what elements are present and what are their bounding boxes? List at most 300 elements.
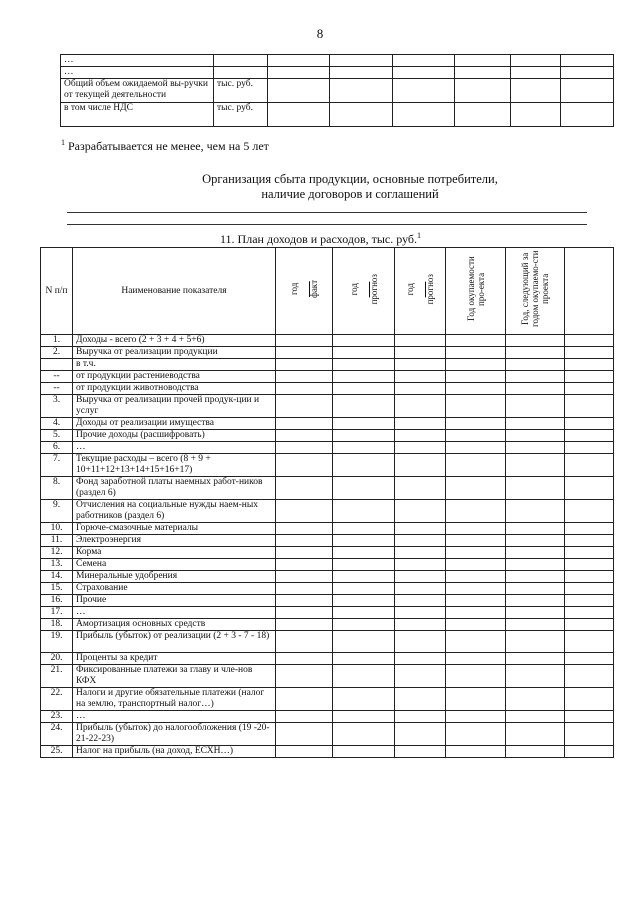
- table-row: [41, 607, 614, 619]
- row-value-cell: [565, 418, 614, 430]
- header-year-fact: год факт: [276, 248, 333, 335]
- row-value-cell: [565, 523, 614, 535]
- row-value-cell: [565, 688, 614, 711]
- table-row: [41, 371, 614, 383]
- row-value-cell: [333, 547, 395, 559]
- row-value-cell: [565, 723, 614, 746]
- table-row: [41, 430, 614, 442]
- row-number: 11.: [41, 535, 73, 547]
- row-number: 5.: [41, 430, 73, 442]
- row-value-cell: [395, 371, 446, 383]
- row-value-cell: [506, 359, 565, 371]
- row-value-cell: [446, 723, 506, 746]
- row-name: в т.ч.: [73, 359, 276, 371]
- row-number: [41, 359, 73, 371]
- row-number: 25.: [41, 746, 73, 758]
- row-name: Страхование: [73, 583, 276, 595]
- row-number: 3.: [41, 395, 73, 418]
- row-value-cell: [446, 746, 506, 758]
- table-row: [41, 746, 614, 758]
- row-value-cell: [506, 371, 565, 383]
- table-row: [41, 688, 614, 711]
- row-value-cell: [395, 631, 446, 653]
- table-row: [41, 383, 614, 395]
- row-name: Прибыль (убыток) до налогообложения (19 -20-21-22-23): [73, 723, 276, 746]
- row-name: Проценты за кредит: [73, 653, 276, 665]
- row-value-cell: [506, 711, 565, 723]
- row-value-cell: [276, 477, 333, 500]
- top-row-cell: [393, 55, 455, 67]
- row-value-cell: [565, 653, 614, 665]
- row-value-cell: [395, 665, 446, 688]
- row-value-cell: [333, 418, 395, 430]
- row-name: Выручка от реализации прочей продук-ции и услуг: [73, 395, 276, 418]
- row-value-cell: [446, 688, 506, 711]
- row-value-cell: [333, 571, 395, 583]
- top-row-label: …: [61, 55, 214, 67]
- row-number: 23.: [41, 711, 73, 723]
- row-name: Отчисления на социальные нужды наем-ных работников (раздел 6): [73, 500, 276, 523]
- row-name: от продукции растениеводства: [73, 371, 276, 383]
- top-row-cell: [455, 67, 511, 79]
- fill-line: [67, 212, 587, 213]
- row-value-cell: [506, 583, 565, 595]
- row-value-cell: [395, 442, 446, 454]
- row-value-cell: [565, 477, 614, 500]
- top-row-cell: [455, 79, 511, 103]
- top-row-cell: [393, 67, 455, 79]
- row-value-cell: [565, 583, 614, 595]
- row-value-cell: [446, 619, 506, 631]
- row-value-cell: [276, 430, 333, 442]
- top-row-unit: [214, 67, 268, 79]
- row-name: Амортизация основных средств: [73, 619, 276, 631]
- row-value-cell: [506, 430, 565, 442]
- row-name: …: [73, 711, 276, 723]
- row-value-cell: [276, 746, 333, 758]
- row-value-cell: [446, 371, 506, 383]
- row-value-cell: [446, 383, 506, 395]
- fill-line: [67, 224, 587, 225]
- top-row-unit: тыс. руб.: [214, 103, 268, 127]
- row-value-cell: [506, 571, 565, 583]
- table-header-row: [41, 248, 614, 335]
- top-table-row: [61, 103, 614, 127]
- row-value-cell: [565, 500, 614, 523]
- top-row-cell: [561, 79, 614, 103]
- top-row-label: Общий объем ожидаемой вы-ручки от текущей деятельности: [61, 79, 214, 103]
- top-row-cell: [561, 103, 614, 127]
- row-value-cell: [276, 711, 333, 723]
- row-name: Семена: [73, 559, 276, 571]
- row-value-cell: [276, 571, 333, 583]
- row-value-cell: [565, 454, 614, 477]
- row-value-cell: [395, 418, 446, 430]
- row-value-cell: [333, 442, 395, 454]
- table-row: [41, 347, 614, 359]
- row-number: 15.: [41, 583, 73, 595]
- row-name: Прочие: [73, 595, 276, 607]
- row-name: Выручка от реализации продукции: [73, 347, 276, 359]
- row-value-cell: [446, 430, 506, 442]
- row-value-cell: [446, 477, 506, 500]
- row-name: Фонд заработной платы наемных работ-ников (раздел 6): [73, 477, 276, 500]
- row-value-cell: [506, 688, 565, 711]
- row-value-cell: [395, 430, 446, 442]
- row-value-cell: [395, 595, 446, 607]
- row-value-cell: [506, 631, 565, 653]
- row-value-cell: [446, 395, 506, 418]
- row-value-cell: [565, 395, 614, 418]
- row-value-cell: [446, 653, 506, 665]
- row-value-cell: [395, 619, 446, 631]
- row-value-cell: [506, 383, 565, 395]
- row-value-cell: [276, 418, 333, 430]
- page-number: 8: [316, 26, 324, 41]
- row-value-cell: [446, 595, 506, 607]
- row-value-cell: [276, 595, 333, 607]
- row-value-cell: [506, 477, 565, 500]
- top-row-cell: [330, 55, 393, 67]
- table-row: [41, 653, 614, 665]
- row-name: Минеральные удобрения: [73, 571, 276, 583]
- footnote: [61, 138, 269, 154]
- row-number: 14.: [41, 571, 73, 583]
- row-value-cell: [506, 523, 565, 535]
- row-value-cell: [276, 723, 333, 746]
- row-value-cell: [565, 571, 614, 583]
- row-value-cell: [446, 665, 506, 688]
- row-value-cell: [446, 583, 506, 595]
- table-row: [41, 631, 614, 653]
- row-value-cell: [395, 583, 446, 595]
- row-number: 24.: [41, 723, 73, 746]
- row-value-cell: [506, 723, 565, 746]
- row-value-cell: [446, 347, 506, 359]
- row-value-cell: [395, 607, 446, 619]
- top-table: [60, 54, 614, 127]
- row-value-cell: [333, 595, 395, 607]
- row-value-cell: [565, 746, 614, 758]
- row-value-cell: [506, 500, 565, 523]
- row-value-cell: [506, 595, 565, 607]
- row-value-cell: [565, 547, 614, 559]
- row-value-cell: [565, 371, 614, 383]
- row-name: …: [73, 607, 276, 619]
- row-value-cell: [276, 359, 333, 371]
- header-year-forecast-1: год прогноз: [333, 248, 395, 335]
- row-value-cell: [395, 454, 446, 477]
- row-value-cell: [506, 418, 565, 430]
- row-value-cell: [565, 595, 614, 607]
- row-value-cell: [333, 523, 395, 535]
- row-value-cell: [446, 500, 506, 523]
- row-value-cell: [333, 559, 395, 571]
- row-value-cell: [276, 371, 333, 383]
- row-number: 1.: [41, 335, 73, 347]
- row-value-cell: [395, 559, 446, 571]
- row-number: 17.: [41, 607, 73, 619]
- top-row-unit: [214, 55, 268, 67]
- header-empty: [565, 248, 614, 335]
- top-row-cell: [511, 79, 561, 103]
- row-value-cell: [565, 359, 614, 371]
- row-value-cell: [276, 631, 333, 653]
- top-row-cell: [268, 103, 330, 127]
- top-row-cell: [561, 67, 614, 79]
- row-number: --: [41, 371, 73, 383]
- row-value-cell: [395, 383, 446, 395]
- row-name: Горюче-смазочные материалы: [73, 523, 276, 535]
- table-row: [41, 595, 614, 607]
- row-value-cell: [276, 535, 333, 547]
- top-table-row: [61, 67, 614, 79]
- top-row-cell: [455, 55, 511, 67]
- row-value-cell: [446, 359, 506, 371]
- row-value-cell: [276, 454, 333, 477]
- top-row-cell: [330, 79, 393, 103]
- row-number: 9.: [41, 500, 73, 523]
- row-value-cell: [506, 559, 565, 571]
- row-value-cell: [506, 442, 565, 454]
- table-row: [41, 619, 614, 631]
- table-row: [41, 477, 614, 500]
- row-value-cell: [333, 688, 395, 711]
- row-value-cell: [276, 523, 333, 535]
- row-value-cell: [395, 523, 446, 535]
- row-value-cell: [276, 347, 333, 359]
- row-value-cell: [276, 607, 333, 619]
- header-year-forecast-2: год прогноз: [395, 248, 446, 335]
- row-value-cell: [506, 347, 565, 359]
- table-caption: [220, 231, 421, 247]
- row-value-cell: [333, 723, 395, 746]
- row-value-cell: [333, 653, 395, 665]
- row-value-cell: [565, 535, 614, 547]
- row-value-cell: [333, 711, 395, 723]
- org-heading: [140, 172, 560, 202]
- row-value-cell: [395, 500, 446, 523]
- row-value-cell: [333, 454, 395, 477]
- table-row: [41, 547, 614, 559]
- row-value-cell: [565, 383, 614, 395]
- row-name: Корма: [73, 547, 276, 559]
- row-value-cell: [276, 665, 333, 688]
- row-name: Прибыль (убыток) от реализации (2 + 3 - 7 - 18): [73, 631, 276, 653]
- top-row-cell: [330, 103, 393, 127]
- row-number: 4.: [41, 418, 73, 430]
- row-value-cell: [333, 746, 395, 758]
- row-value-cell: [506, 454, 565, 477]
- row-value-cell: [395, 746, 446, 758]
- row-number: --: [41, 383, 73, 395]
- row-value-cell: [276, 500, 333, 523]
- income-expense-table: [40, 247, 614, 758]
- row-value-cell: [446, 711, 506, 723]
- table-row: [41, 454, 614, 477]
- row-value-cell: [565, 619, 614, 631]
- row-value-cell: [276, 335, 333, 347]
- row-value-cell: [333, 619, 395, 631]
- table-row: [41, 665, 614, 688]
- row-value-cell: [276, 619, 333, 631]
- row-value-cell: [276, 559, 333, 571]
- top-row-unit: тыс. руб.: [214, 79, 268, 103]
- table-row: [41, 500, 614, 523]
- row-value-cell: [506, 395, 565, 418]
- row-number: 8.: [41, 477, 73, 500]
- row-name: Текущие расходы – всего (8 + 9 + 10+11+12+13+14+15+16+17): [73, 454, 276, 477]
- top-row-cell: [455, 103, 511, 127]
- row-value-cell: [395, 547, 446, 559]
- row-value-cell: [446, 571, 506, 583]
- table-row: [41, 583, 614, 595]
- row-value-cell: [333, 371, 395, 383]
- row-name: Электроэнергия: [73, 535, 276, 547]
- row-value-cell: [565, 430, 614, 442]
- row-value-cell: [446, 631, 506, 653]
- top-table-row: [61, 55, 614, 67]
- table-row: [41, 418, 614, 430]
- row-value-cell: [506, 535, 565, 547]
- top-table-row: [61, 79, 614, 103]
- top-row-label: …: [61, 67, 214, 79]
- row-value-cell: [565, 711, 614, 723]
- row-value-cell: [333, 347, 395, 359]
- row-name: Фиксированные платежи за главу и чле-нов КФХ: [73, 665, 276, 688]
- top-row-label: в том числе НДС: [61, 103, 214, 127]
- row-value-cell: [395, 335, 446, 347]
- org-heading-line2: наличие договоров и соглашений: [261, 187, 439, 201]
- top-row-cell: [393, 79, 455, 103]
- row-number: 19.: [41, 631, 73, 653]
- row-value-cell: [395, 347, 446, 359]
- row-value-cell: [333, 607, 395, 619]
- footnote-mark: 1: [61, 138, 65, 147]
- row-value-cell: [446, 559, 506, 571]
- row-value-cell: [506, 746, 565, 758]
- row-value-cell: [276, 442, 333, 454]
- row-value-cell: [446, 607, 506, 619]
- header-after-payback-year: Год, следующий за годом окупаемо-сти проекта: [506, 248, 565, 335]
- row-value-cell: [333, 535, 395, 547]
- table-row: [41, 723, 614, 746]
- row-value-cell: [506, 547, 565, 559]
- row-value-cell: [395, 688, 446, 711]
- row-value-cell: [395, 535, 446, 547]
- row-value-cell: [506, 653, 565, 665]
- row-value-cell: [276, 547, 333, 559]
- top-row-cell: [561, 55, 614, 67]
- row-value-cell: [446, 523, 506, 535]
- table-row: [41, 523, 614, 535]
- row-name: Доходы - всего (2 + 3 + 4 + 5+6): [73, 335, 276, 347]
- row-value-cell: [506, 619, 565, 631]
- row-number: 7.: [41, 454, 73, 477]
- table-row: [41, 442, 614, 454]
- table-row: [41, 535, 614, 547]
- row-value-cell: [446, 418, 506, 430]
- row-value-cell: [446, 454, 506, 477]
- row-number: 6.: [41, 442, 73, 454]
- row-value-cell: [395, 711, 446, 723]
- row-value-cell: [395, 477, 446, 500]
- row-name: Доходы от реализации имущества: [73, 418, 276, 430]
- row-number: 12.: [41, 547, 73, 559]
- row-number: 18.: [41, 619, 73, 631]
- row-value-cell: [276, 395, 333, 418]
- top-row-cell: [268, 79, 330, 103]
- row-value-cell: [565, 631, 614, 653]
- row-value-cell: [395, 571, 446, 583]
- row-name: …: [73, 442, 276, 454]
- row-value-cell: [446, 535, 506, 547]
- row-value-cell: [333, 583, 395, 595]
- row-value-cell: [333, 500, 395, 523]
- row-value-cell: [333, 383, 395, 395]
- table-row: [41, 359, 614, 371]
- row-value-cell: [333, 335, 395, 347]
- header-name: Наименование показателя: [73, 248, 276, 335]
- row-number: 20.: [41, 653, 73, 665]
- table-row: [41, 395, 614, 418]
- row-value-cell: [333, 395, 395, 418]
- row-value-cell: [506, 665, 565, 688]
- row-value-cell: [395, 395, 446, 418]
- row-name: Налог на прибыль (на доход, ЕСХН…): [73, 746, 276, 758]
- row-value-cell: [333, 631, 395, 653]
- row-value-cell: [565, 607, 614, 619]
- row-value-cell: [395, 723, 446, 746]
- row-name: Налоги и другие обязательные платежи (налог на землю, транспортный налог…): [73, 688, 276, 711]
- top-row-cell: [268, 55, 330, 67]
- row-value-cell: [565, 335, 614, 347]
- footnote-text: Разрабатывается не менее, чем на 5 лет: [68, 139, 269, 153]
- table-caption-mark: 1: [417, 231, 422, 240]
- row-value-cell: [276, 688, 333, 711]
- top-row-cell: [393, 103, 455, 127]
- row-value-cell: [565, 442, 614, 454]
- row-number: 13.: [41, 559, 73, 571]
- row-value-cell: [446, 547, 506, 559]
- row-name: Прочие доходы (расшифровать): [73, 430, 276, 442]
- table-row: [41, 335, 614, 347]
- row-value-cell: [395, 653, 446, 665]
- row-value-cell: [333, 477, 395, 500]
- table-row: [41, 571, 614, 583]
- org-heading-line1: Организация сбыта продукции, основные потребители,: [202, 172, 498, 186]
- header-payback-year: Год окупаемости про-екта: [446, 248, 506, 335]
- row-value-cell: [276, 653, 333, 665]
- row-number: 10.: [41, 523, 73, 535]
- row-value-cell: [506, 607, 565, 619]
- header-num: N п/п: [41, 248, 73, 335]
- top-row-cell: [330, 67, 393, 79]
- row-value-cell: [446, 442, 506, 454]
- row-number: 22.: [41, 688, 73, 711]
- row-value-cell: [333, 665, 395, 688]
- row-value-cell: [276, 383, 333, 395]
- row-number: 16.: [41, 595, 73, 607]
- row-value-cell: [565, 665, 614, 688]
- row-value-cell: [565, 347, 614, 359]
- top-row-cell: [511, 55, 561, 67]
- row-value-cell: [565, 559, 614, 571]
- row-number: 2.: [41, 347, 73, 359]
- top-row-cell: [511, 67, 561, 79]
- row-value-cell: [333, 430, 395, 442]
- row-value-cell: [446, 335, 506, 347]
